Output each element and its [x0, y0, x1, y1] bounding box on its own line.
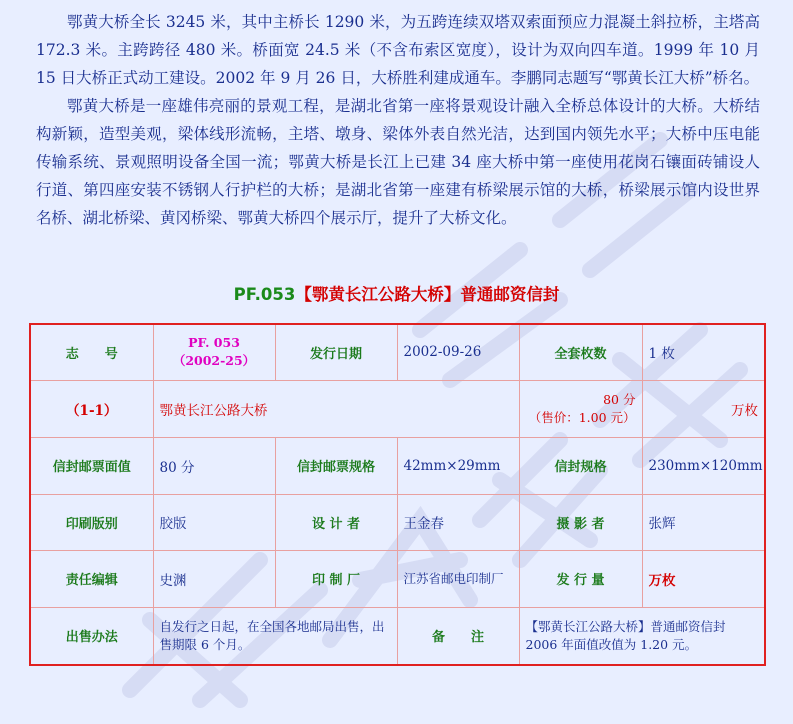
designer-value: 王金春	[397, 494, 519, 550]
envelope-info-table	[29, 323, 766, 666]
zhihao-code: PF. 053	[188, 335, 240, 351]
sale-method-value: 自发行之日起，在全国各地邮局出售，出售期限 6 个月。	[153, 607, 397, 665]
label-sale-method: 出售办法	[30, 607, 153, 665]
label-circulation: 发 行 量	[519, 550, 642, 607]
label-set-count: 全套枚数	[519, 324, 642, 380]
table-row	[30, 324, 765, 380]
label-remarks: 备 注	[397, 607, 519, 665]
article	[36, 8, 760, 232]
label-print-method: 印刷版别	[30, 494, 153, 550]
stamp-size-value: 42mm×29mm	[397, 437, 519, 494]
section-title	[0, 281, 793, 305]
printer-value: 江苏省邮电印制厂	[397, 550, 519, 607]
table-row	[30, 437, 765, 494]
table-row	[30, 380, 765, 437]
photographer-value: 张辉	[642, 494, 765, 550]
table-row	[30, 494, 765, 550]
item-number: （1-1）	[30, 380, 153, 437]
article-paragraph-2: 鄂黄大桥是一座雄伟亮丽的景观工程，是湖北省第一座将景观设计融入全桥总体设计的大桥。大桥结构新颖，造型美观，梁体线形流畅，主塔、墩身、梁体外表自然光洁，达到国内领先水平；大桥中压电能传输系统、景观照明设备全国一流；鄂黄大桥是长江上已建 34 座大桥中第一座使用花岗石镶面砖铺设人行道、第四座安装不锈钢人行护栏的大桥；是湖北省第一座建有桥梁展示馆的大桥，桥梁展示馆内设世界名桥、湖北桥梁、黄冈桥梁、鄂黄大桥四个展示厅，提升了大桥文化。	[36, 97, 760, 227]
print-method-value: 胶版	[153, 494, 275, 550]
label-envelope-size: 信封规格	[519, 437, 642, 494]
table-row	[30, 607, 765, 665]
label-designer: 设 计 者	[275, 494, 397, 550]
item-name: 鄂黄长江公路大桥	[153, 380, 519, 437]
label-editor: 责任编辑	[30, 550, 153, 607]
article-paragraph-1: 鄂黄大桥全长 3245 米，其中主桥长 1290 米，为五跨连续双塔双索面预应力混凝土斜拉桥，主塔高 172.3 米。主跨跨径 480 米。桥面宽 24.5 米（不含布索区宽度），设计为双向四车道。1999 年 10 月 15 日大桥正式动工建设。2002 年 9 月 26 日，大桥胜利建成通车。李鹏同志题写“鄂黄长江大桥”桥名。	[36, 13, 760, 87]
face-value: 80 分	[153, 437, 275, 494]
editor-value: 史渊	[153, 550, 275, 607]
issue-code: PF.053	[233, 285, 296, 304]
label-issue-date: 发行日期	[275, 324, 397, 380]
zhihao-number: （2002-25）	[172, 353, 256, 369]
label-stamp-size: 信封邮票规格	[275, 437, 397, 494]
circulation-value: 万枚	[642, 550, 765, 607]
label-photographer: 摄 影 者	[519, 494, 642, 550]
item-quantity: 万枚	[642, 380, 765, 437]
remarks-value: 【鄂黄长江公路大桥】普通邮资信封 2006 年面值改值为 1.20 元。	[519, 607, 765, 665]
label-zhihao: 志 号	[30, 324, 153, 380]
table-row	[30, 550, 765, 607]
zhihao-value	[153, 324, 275, 380]
label-face-value: 信封邮票面值	[30, 437, 153, 494]
label-printer: 印 制 厂	[275, 550, 397, 607]
item-face-value: 80 分	[603, 391, 636, 407]
item-sale-price: （售价：1.00 元）	[528, 409, 636, 425]
envelope-size-value: 230mm×120mm	[642, 437, 765, 494]
item-price	[519, 380, 642, 437]
set-count-value: 1 枚	[642, 324, 765, 380]
envelope-title: 【鄂黄长江公路大桥】普通邮资信封	[295, 285, 560, 304]
issue-date-value: 2002-09-26	[397, 324, 519, 380]
